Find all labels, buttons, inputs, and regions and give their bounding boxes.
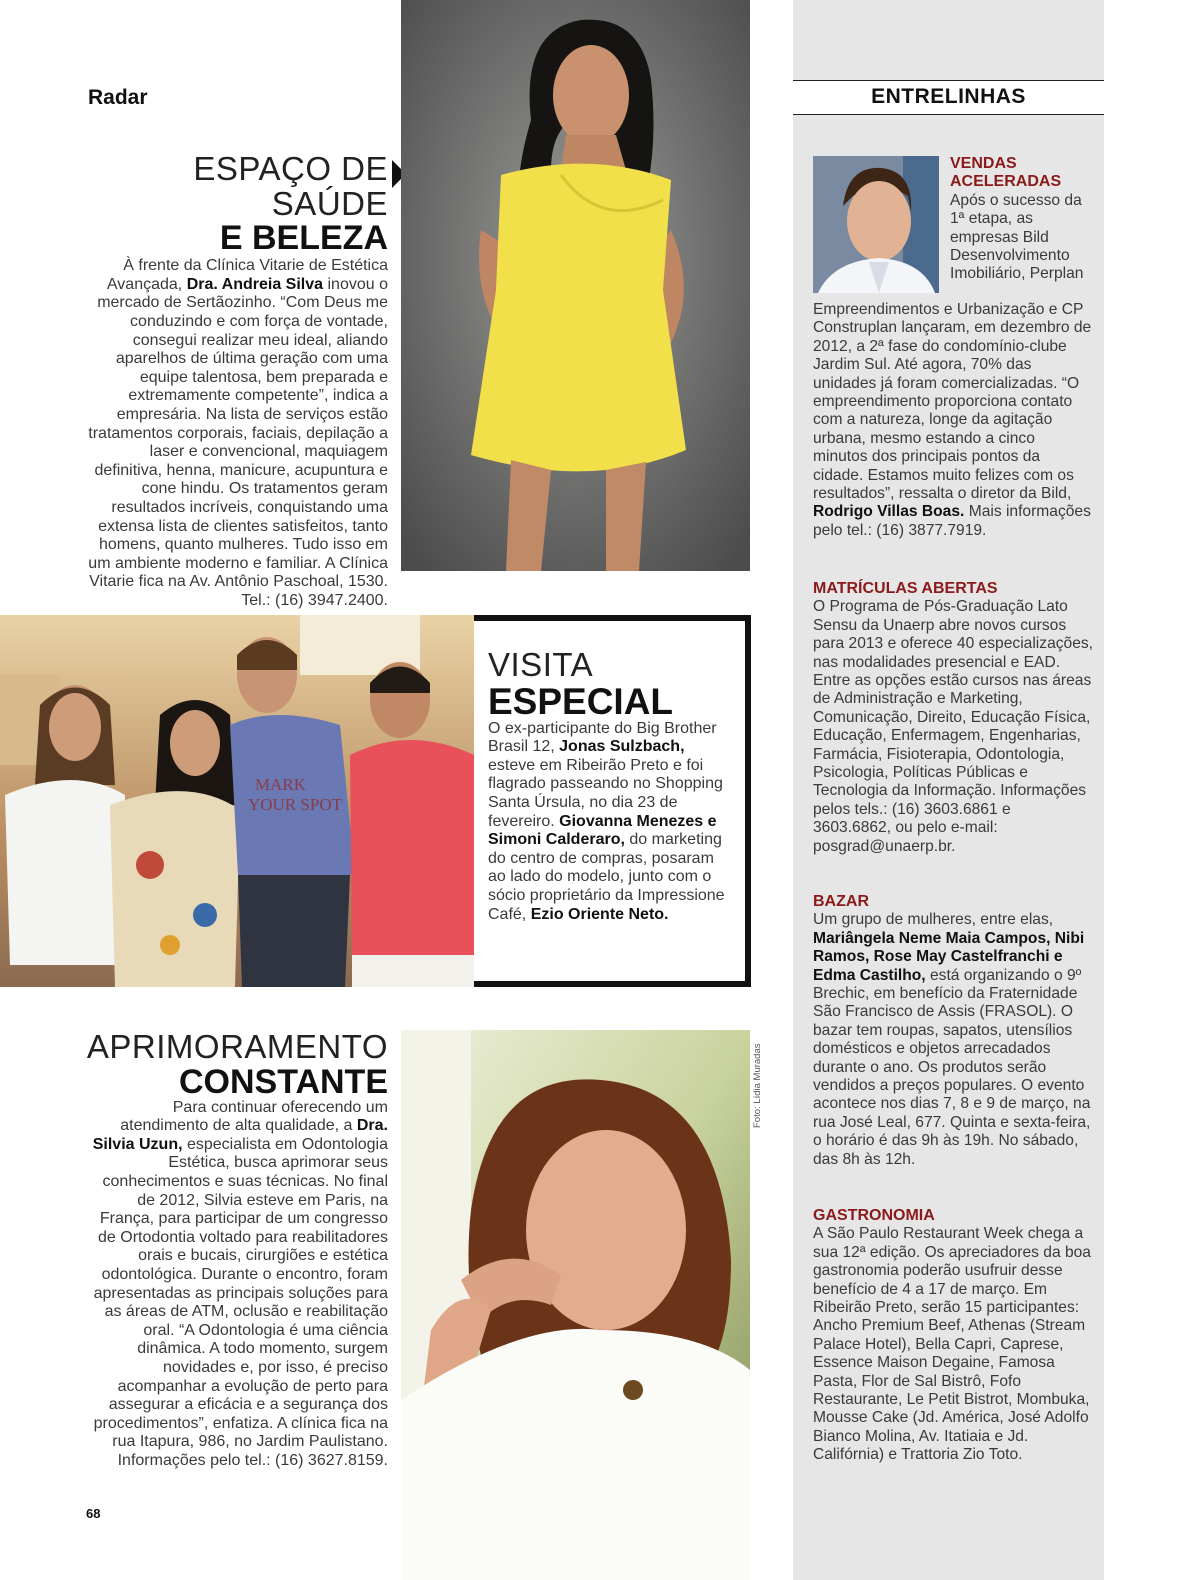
article2-body [488, 720, 728, 925]
article3-title-bold: CONSTANTE [178, 1062, 388, 1101]
photo-woman-yellow-dress [401, 0, 750, 571]
article3-title-light: APRIMORAMENTO [86, 1028, 388, 1065]
bazar-heading: BAZAR [813, 893, 869, 910]
photo-group-visit [0, 615, 474, 987]
article-visita-especial [488, 648, 728, 924]
gastronomia-body: A São Paulo Restaurant Week chega a sua 12ª edição. Os apreciadores da boa gastronomia poderão usufruir desse benefício de 4 a 17 de março. Em Ribeirão Preto, serão 15 participantes: Ancho Premium Beef, Athenas (Stream Palace Hotel), Bella Capri, Caprese, Essence Maison Degaine, Famosa Pasta, Flor de Sal Bistrô, Fofo Restaurante, Le Petit Bistrot, Mombuka, Mousse Cake (Jd. América, José Adolfo Bianco Molina, Av. Itatiaia e Jd. Califórnia) e Trattoria Zio Toto. [813, 1225, 1091, 1464]
article2-name-marketing: Giovanna Menezes e Simoni Calderaro, [488, 812, 717, 849]
matriculas-body: O Programa de Pós-Graduação Lato Sensu da Unaerp abre novos cursos para 2013 e oferece 40 especializações, nas modalidades presencial e EAD. Entre as opções estão cursos nas áreas de Administração e Marketing, Comunicação, Direito, Educação Física, Educação, Enfermagem, Engenharias, Farmácia, Fisioterapia, Odontologia, Psicologia, Políticas Públicas e Tecnologia da Informação. Informações pelos tels.: (16) 3603.6861 e 3603.6862, ou pelo e-mail: posgrad@unaerp.br. [813, 598, 1094, 855]
gastronomia-heading: GASTRONOMIA [813, 1207, 935, 1224]
photo-credit-text: Foto: Lídia Muradas [752, 1043, 763, 1128]
article2-text-3: do marketing do centro de compras, posaram ao lado do modelo, junto com o sócio proprietário da Impressione Café, [488, 831, 725, 923]
vendas-person-name: Rodrigo Villas Boas. [813, 503, 965, 521]
article3-text-2: especialista em Odontologia Estética, busca aprimorar seus conhecimentos e suas técnicas. No final de 2012, Silvia esteve em Paris, na França, para participar de um congresso de Ortodontia voltado para reabilitadores orais e bucais, cirurgiões e estética odontológica. Durante o encontro, foram apresentadas as principais soluções para as áreas de ATM, oclusão e reabilitação oral. “A Odontologia é uma ciência dinâmica. A todo momento, surgem novidades e, por isso, é preciso acompanhar a evolução de perto para assegurar a eficácia e a segurança dos procedimentos”, enfatiza. A clínica fica na rua Itapura, 986, no Jardim Paulistano. Informações pelo tel.: (16) 3627.8159. [93, 1135, 388, 1469]
bazar-body [813, 911, 1093, 1169]
article1-text-post: inovou o mercado de Sertãozinho. “Com Deus me conduzindo e com força de vontade, consegui realizar meu ideal, aliando aparelhos de última geração com uma equipe talentosa, bem preparada e extremamente competente”, indica a empresária. Na lista de serviços estão tratamentos corporais, faciais, depilação a laser e convencional, maquiagem definitiva, henna, manicure, acupuntura e cone hindu. Os tratamentos geram resultados incríveis, conquistando uma extensa lista de clientes satisfeitos, tanto homens, quanto mulheres. Tudo isso em um ambiente moderno e familiar. A Clínica Vitarie fica na Av. Antônio Paschoal, 1530. Tel.: (16) 3947.2400. [88, 275, 388, 609]
vendas-text-end: Mais informações pelo tel.: (16) 3877.7919. [813, 503, 1091, 539]
bazar-text-2: está organizando o 9º Brechic, em benefício da Fraternidade São Francisco de Assis (FRASOL). O bazar tem roupas, sapatos, utensílios domésticos e objetos arrecadados durante o ano. Os produtos serão vendidos a preços populares. O evento acontece nos dias 7, 8 e 9 de março, na rua José Leal, 677. Quinta e sexta-feira, o horário é das 9h às 19h. No sábado, das 8h às 12h. [813, 966, 1091, 1168]
article3-text-1: Para continuar oferecendo um atendimento de alta qualidade, a [120, 1098, 388, 1135]
bazar-text-1: Um grupo de mulheres, entre elas, [813, 911, 1054, 929]
article2-title-light: VISITA [488, 646, 594, 683]
page-number: 68 [86, 1506, 101, 1521]
article1-title-bold: E BELEZA [219, 219, 388, 258]
vendas-body [813, 301, 1093, 540]
sidebar-bazar [813, 893, 1093, 1169]
vendas-text-narrow: Após o sucesso da 1ª etapa, as empresas Bild Desenvolvimento Imobiliário, Perplan [950, 191, 1084, 283]
article2-text-2: esteve em Ribeirão Preto e foi flagrado passeando no Shopping Santa Úrsula, no dia 23 de fevereiro. [488, 756, 723, 830]
article1-text-pre: À frente da Clínica Vitarie de Estética Avançada, [106, 257, 388, 293]
bazar-names: Mariângela Neme Maia Campos, Nibi Ramos, Rose May Castelfranchi e Edma Castilho, [813, 929, 1085, 984]
sidebar-vendas-continued [813, 301, 1093, 540]
photo-credit [742, 1030, 774, 1130]
article3-person-name: Dra. Silvia Uzun, [92, 1117, 388, 1153]
vendas-heading: VENDAS ACELERADAS [950, 155, 1062, 191]
sidebar-vendas-top [950, 155, 1090, 284]
article2-name-ezio: Ezio Oriente Neto. [530, 905, 669, 923]
matriculas-heading: MATRÍCULAS ABERTAS [813, 580, 998, 597]
sidebar-gastronomia [813, 1207, 1093, 1465]
article1-person-name: Dra. Andreia Silva [186, 275, 324, 293]
photo-dra-silvia [401, 1030, 750, 1580]
article1-title-light: ESPAÇO DE SAÚDE [193, 150, 388, 222]
article-espaco-saude [85, 152, 388, 611]
article1-body [85, 257, 388, 610]
sidebar-header [793, 80, 1104, 115]
photo-rodrigo-villas-boas [813, 156, 939, 293]
article-aprimoramento [85, 1030, 388, 1471]
shirt-print-text: MARK [255, 775, 307, 794]
article2-title-bold: ESPECIAL [488, 680, 674, 722]
article2-text-1: O ex-participante do Big Brother Brasil 12, [488, 719, 717, 756]
article2-name-jonas: Jonas Sulzbach, [559, 738, 685, 756]
vendas-text-wide: Empreendimentos e Urbanização e CP Construplan lançaram, em dezembro de 2012, a 2ª fase do condomínio-clube Jardim Sul. Até agora, 70% das unidades já foram comercializadas. “O empreendimento proporciona contato com a natureza, longe da agitação urbana, mesmo estando a cinco minutos dos principais pontos da cidade. Estamos muito felizes com os resultados”, ressalta o diretor da Bild, [813, 301, 1092, 503]
sidebar-title: ENTRELINHAS [871, 85, 1026, 108]
svg-text:YOUR SPOT: YOUR SPOT [248, 795, 342, 814]
section-label: Radar [88, 86, 148, 109]
article3-body [85, 1099, 388, 1471]
sidebar-matriculas [813, 580, 1093, 856]
